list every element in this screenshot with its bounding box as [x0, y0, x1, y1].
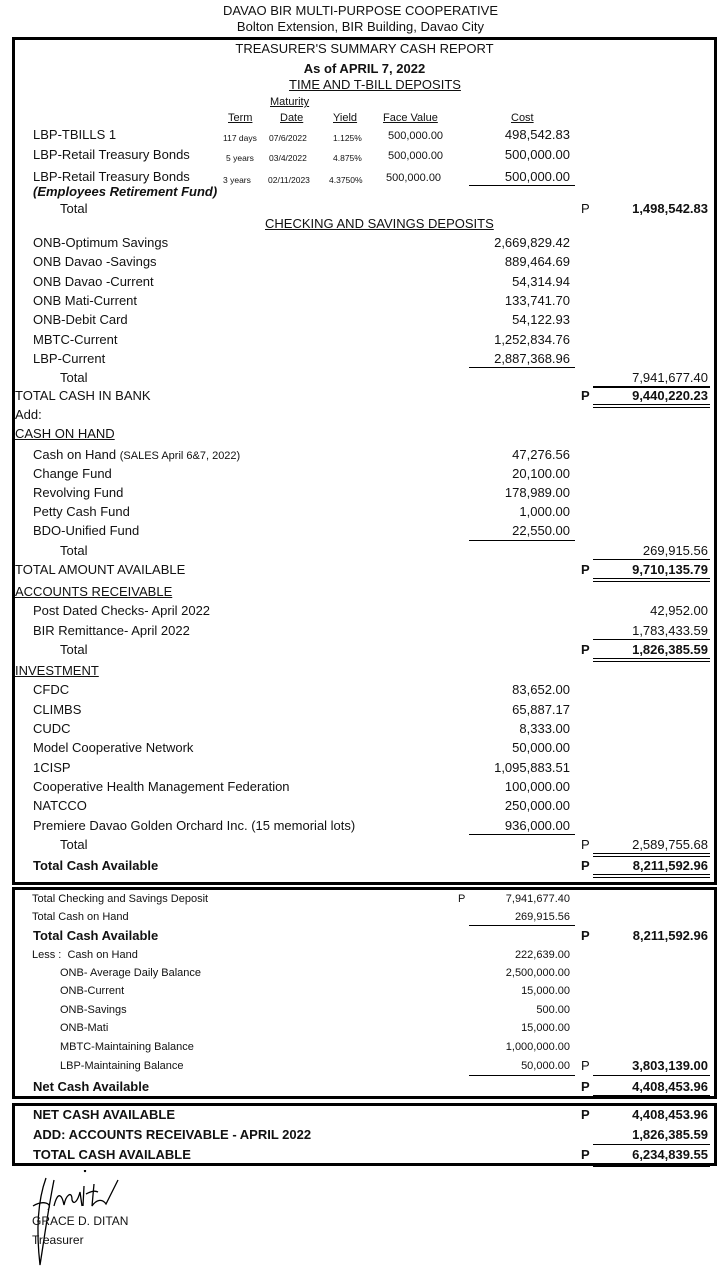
coh-name: Revolving Fund: [33, 485, 124, 500]
org-name: DAVAO BIR MULTI-PURPOSE COOPERATIVE: [223, 3, 498, 18]
less-name: MBTC-Maintaining Balance: [60, 1041, 194, 1053]
td-name: LBP-TBILLS 1: [33, 127, 117, 142]
coh-amount: 22,550.00: [512, 523, 570, 538]
net-cash-amount: 4,408,453.96: [632, 1079, 708, 1094]
less-total: 3,803,139.00: [632, 1058, 708, 1073]
currency-symbol: P: [581, 388, 590, 403]
less-amount: 1,000,000.00: [505, 1041, 570, 1053]
inv-amount: 1,095,883.51: [494, 760, 570, 775]
double-rule: [593, 404, 710, 408]
ar-amount: 42,952.00: [650, 603, 708, 618]
cs-name: ONB-Debit Card: [33, 312, 128, 327]
add-label: Add:: [15, 407, 42, 422]
less-amount: 15,000.00: [521, 985, 570, 997]
col-maturity: Maturity: [270, 96, 310, 108]
signatory-name: GRACE D. DITAN: [32, 1214, 129, 1228]
cs-amount: 54,122.93: [512, 312, 570, 327]
inv-name: NATCCO: [33, 798, 87, 813]
total-cash-available: 8,211,592.96: [632, 858, 708, 873]
total-rule: [593, 559, 710, 560]
inv-total: 2,589,755.68: [632, 837, 708, 852]
cs-name: ONB Mati-Current: [33, 293, 138, 308]
sum-coh-label: Total Cash on Hand: [32, 911, 129, 923]
less-name: LBP-Maintaining Balance: [60, 1060, 184, 1072]
coh-name: Change Fund: [33, 466, 112, 481]
td-yield: 4.875%: [333, 153, 362, 163]
total-cash-in-bank: 9,440,220.23: [632, 388, 708, 403]
less-amount: 2,500,000.00: [505, 967, 570, 979]
cs-amount: 133,741.70: [504, 293, 570, 308]
total-cash-in-bank-label: TOTAL CASH IN BANK: [15, 388, 151, 403]
currency-symbol: P: [581, 837, 590, 852]
report-title: TREASURER'S SUMMARY CASH REPORT: [235, 41, 494, 56]
currency-symbol: P: [581, 642, 590, 657]
cs-name: ONB Davao -Current: [33, 274, 154, 289]
total-rule: [593, 639, 710, 640]
td-note: (Employees Retirement Fund): [33, 184, 218, 199]
final-ar-label: ADD: ACCOUNTS RECEIVABLE - APRIL 2022: [33, 1127, 312, 1142]
col-date: Date: [280, 112, 304, 124]
less-amount: 15,000.00: [521, 1022, 570, 1034]
currency-symbol: P: [581, 1147, 590, 1162]
td-cost: 500,000.00: [504, 147, 570, 162]
td-date: 07/6/2022: [269, 133, 307, 143]
inv-amount: 936,000.00: [504, 818, 570, 833]
ar-total: 1,826,385.59: [632, 642, 708, 657]
cs-total-label: Total: [60, 370, 88, 385]
less-name: Cash on Hand: [67, 949, 138, 961]
time-deposits-title: TIME AND T-BILL DEPOSITS: [289, 77, 461, 92]
less-amount: 50,000.00: [521, 1060, 570, 1072]
cs-name: ONB Davao -Savings: [33, 254, 157, 269]
ar-name: BIR Remittance- April 2022: [33, 623, 190, 638]
coh-note: (SALES April 6&7, 2022): [119, 450, 241, 462]
double-rule: [593, 1095, 710, 1099]
inv-amount: 8,333.00: [519, 721, 570, 736]
inv-name: 1CISP: [33, 760, 71, 775]
final-net-cash-label: NET CASH AVAILABLE: [33, 1107, 176, 1122]
col-yield: Yield: [333, 112, 358, 124]
coh-name: BDO-Unified Fund: [33, 523, 140, 538]
investment-title: INVESTMENT: [15, 663, 99, 678]
final-total-amount: 6,234,839.55: [632, 1147, 708, 1162]
sum-checking-label: Total Checking and Savings Deposit: [32, 893, 209, 905]
cs-amount: 2,669,829.42: [494, 235, 570, 250]
currency-symbol: P: [581, 201, 590, 216]
sum-coh-amount: 269,915.56: [514, 911, 570, 923]
currency-symbol: P: [581, 858, 590, 873]
subtotal-rule: [469, 185, 575, 186]
subtotal-rule: [469, 1075, 575, 1076]
inv-amount: 250,000.00: [504, 798, 570, 813]
signatory-title: Treasurer: [32, 1233, 84, 1247]
less-name: ONB-Current: [60, 985, 125, 997]
less-label: Less :: [32, 949, 62, 961]
ar-amount: 1,783,433.59: [632, 623, 708, 638]
less-name: ONB-Mati: [60, 1022, 109, 1034]
currency-symbol: P: [581, 1058, 590, 1073]
cs-name: LBP-Current: [33, 351, 106, 366]
total-rule: [593, 1144, 710, 1145]
currency-symbol: P: [581, 1079, 590, 1094]
col-term: Term: [228, 112, 253, 124]
final-ar-amount: 1,826,385.59: [632, 1127, 708, 1142]
td-total-label: Total: [60, 201, 88, 216]
td-cost: 498,542.83: [504, 127, 570, 142]
cs-amount: 889,464.69: [504, 254, 570, 269]
coh-total-label: Total: [60, 543, 88, 558]
inv-name: Cooperative Health Management Federation: [33, 779, 290, 794]
inv-amount: 83,652.00: [512, 682, 570, 697]
subtotal-rule: [469, 540, 575, 541]
td-face: 500,000.00: [386, 172, 442, 184]
td-yield: 4.3750%: [329, 175, 363, 185]
final-net-cash-amount: 4,408,453.96: [632, 1107, 708, 1122]
cs-name: MBTC-Current: [33, 332, 118, 347]
sum-total-cash-label: Total Cash Available: [33, 928, 159, 943]
coh-amount: 178,989.00: [504, 485, 570, 500]
coh-amount: 47,276.56: [512, 447, 570, 462]
col-face-value: Face Value: [383, 112, 438, 124]
td-date: 03/4/2022: [269, 153, 307, 163]
ar-title: ACCOUNTS RECEIVABLE: [15, 584, 173, 599]
td-name: LBP-Retail Treasury Bonds: [33, 169, 190, 184]
cs-name: ONB-Optimum Savings: [33, 235, 169, 250]
cs-total: 7,941,677.40: [632, 370, 708, 385]
inv-total-label: Total: [60, 837, 88, 852]
double-rule: [593, 658, 710, 662]
checking-title: CHECKING AND SAVINGS DEPOSITS: [265, 216, 494, 231]
inv-name: Premiere Davao Golden Orchard Inc. (15 memorial lots): [33, 818, 356, 833]
cs-amount: 1,252,834.76: [494, 332, 570, 347]
double-rule: [593, 1163, 710, 1167]
less-name: ONB- Average Daily Balance: [60, 967, 202, 979]
sum-checking-amount: 7,941,677.40: [505, 893, 570, 905]
inv-name: Model Cooperative Network: [33, 740, 194, 755]
report-date: As of APRIL 7, 2022: [303, 61, 426, 76]
less-name: ONB-Savings: [60, 1004, 127, 1016]
inv-name: CFDC: [33, 682, 70, 697]
currency-symbol: P: [458, 893, 466, 905]
inv-amount: 100,000.00: [504, 779, 570, 794]
total-rule: [593, 1075, 710, 1076]
cash-on-hand-title: CASH ON HAND: [15, 426, 115, 441]
coh-amount: 1,000.00: [519, 504, 570, 519]
td-total: 1,498,542.83: [632, 201, 708, 216]
td-cost: 500,000.00: [504, 169, 570, 184]
inv-amount: 50,000.00: [512, 740, 570, 755]
td-date: 02/11/2023: [268, 175, 310, 185]
total-amount-available-label: TOTAL AMOUNT AVAILABLE: [15, 562, 186, 577]
subtotal-rule: [469, 925, 575, 926]
td-name: LBP-Retail Treasury Bonds: [33, 147, 190, 162]
td-face: 500,000.00: [388, 130, 444, 142]
currency-symbol: P: [581, 928, 590, 943]
less-amount: 222,639.00: [514, 949, 570, 961]
coh-total: 269,915.56: [642, 543, 708, 558]
coh-name: Petty Cash Fund: [33, 504, 130, 519]
final-total-label: TOTAL CASH AVAILABLE: [33, 1147, 191, 1162]
td-face: 500,000.00: [388, 150, 444, 162]
less-amount: 500.00: [536, 1004, 570, 1016]
inv-name: CLIMBS: [33, 702, 82, 717]
subtotal-rule: [469, 367, 575, 368]
double-rule: [593, 853, 710, 857]
currency-symbol: P: [581, 1107, 590, 1122]
td-term: 5 years: [226, 153, 254, 163]
cs-amount: 2,887,368.96: [494, 351, 570, 366]
subtotal-rule: [469, 834, 575, 835]
net-cash-label: Net Cash Available: [33, 1079, 150, 1094]
td-yield: 1.125%: [333, 133, 362, 143]
cs-amount: 54,314.94: [512, 274, 570, 289]
td-term: 117 days: [223, 133, 257, 143]
ar-total-label: Total: [60, 642, 88, 657]
coh-name: Cash on Hand: [33, 447, 117, 462]
sum-total-cash-amount: 8,211,592.96: [632, 928, 708, 943]
currency-symbol: P: [581, 562, 590, 577]
total-amount-available: 9,710,135.79: [632, 562, 708, 577]
org-address: Bolton Extension, BIR Building, Davao City: [236, 19, 485, 34]
td-term: 3 years: [223, 175, 251, 185]
double-rule: [593, 874, 710, 878]
inv-name: CUDC: [33, 721, 71, 736]
inv-amount: 65,887.17: [512, 702, 570, 717]
ar-name: Post Dated Checks- April 2022: [33, 603, 211, 618]
total-cash-available-label: Total Cash Available: [33, 858, 159, 873]
double-rule: [593, 578, 710, 582]
coh-amount: 20,100.00: [512, 466, 570, 481]
col-cost: Cost: [511, 112, 534, 124]
